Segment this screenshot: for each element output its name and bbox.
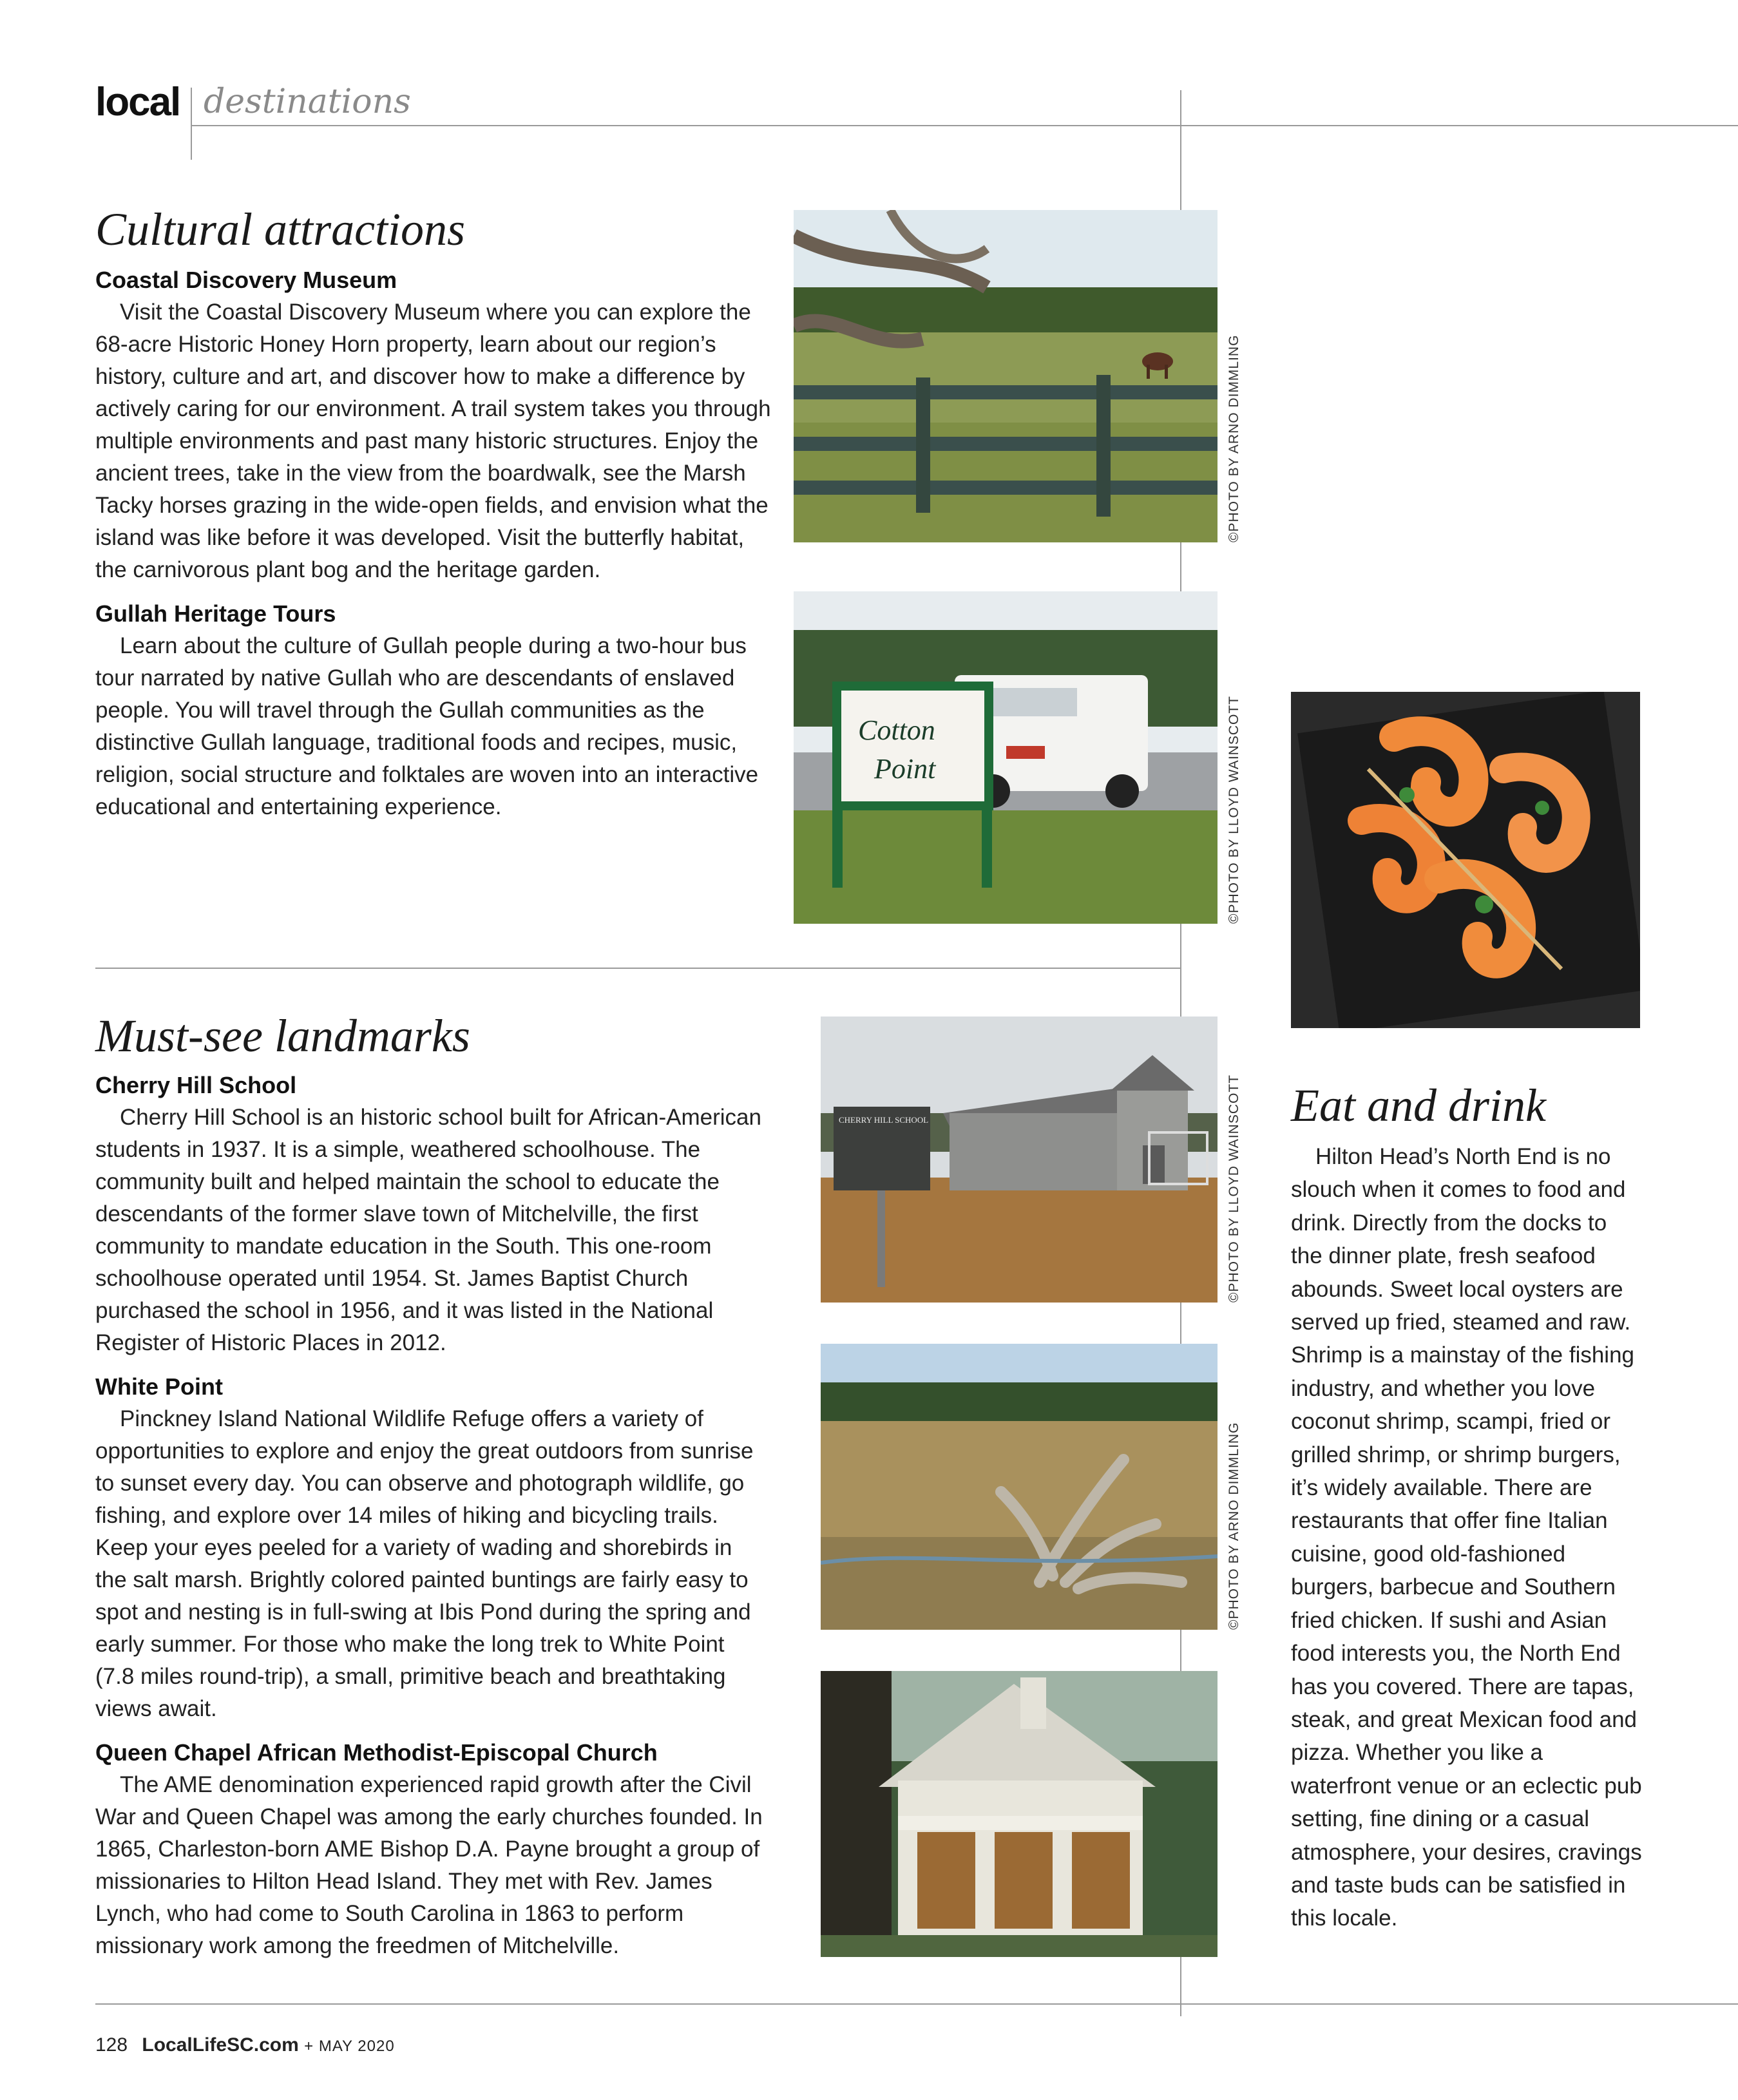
photo-credit-2: ©PHOTO BY LLOYD WAINSCOTT: [1227, 696, 1241, 924]
photo-credit-3: ©PHOTO BY LLOYD WAINSCOTT: [1227, 1074, 1241, 1303]
section-tag: destinations: [204, 82, 411, 121]
white-point-body: Pinckney Island National Wildlife Refuge offers a variety of opportunities to explore and enjoy the great outdoors from sunrise to sunset every day. You can observe and photograph wildlife, go fishing, and explore over 14 miles of hiking and bicycling trails. Keep your eyes peeled for a variety of wading and shorebirds in the salt marsh. Brightly colored painted buntings are fairly easy to spot and nesting is in full-swing at Ibis Pond during the spring and early summer. For those who make the long trek to White Point (7.8 miles round-trip), a small, primitive beach and breathtaking views await.: [95, 1406, 754, 1721]
queen-chapel-heading: Queen Chapel African Methodist-Episcopal Church: [95, 1739, 658, 1766]
horse-pasture-photo: [794, 210, 1218, 542]
eat-text: [1291, 1140, 1644, 1947]
queen-chapel-photo: [821, 1671, 1218, 1957]
shrimp-photo: [1291, 692, 1640, 1028]
cultural-title: Cultural attractions: [95, 204, 466, 255]
photo-credit-4: ©PHOTO BY ARNO DIMMLING: [1227, 1422, 1241, 1630]
issue-date: + MAY 2020: [304, 2038, 395, 2055]
cherry-hill-heading: Cherry Hill School: [95, 1072, 297, 1098]
coastal-heading: Coastal Discovery Museum: [95, 267, 397, 293]
white-point-marsh-photo: [821, 1344, 1218, 1630]
marker-text: CHERRY HILL SCHOOL: [839, 1115, 929, 1125]
footer-rule: [95, 2003, 1738, 2005]
landmarks-text: [95, 1069, 765, 1974]
eat-body: Hilton Head’s North End is no slouch when it comes to food and drink. Directly from the docks to the dinner plate, fresh seafood abounds. Sweet local oysters are served up fried, steamed and raw. Shrimp is a mainstay of the fishing industry, and whether you love coconut shrimp, scampi, fried or grilled shrimp, or shrimp burgers, it’s widely available. There are restaurants that offer fine Italian cuisine, good old-fashioned burgers, barbecue and Southern fried chicken. If sushi and Asian food interests you, the North End has you covered. There are tapas, steak, and great Mexican food and pizza. Whether you like a waterfront venue or an eclectic pub setting, fine dining or a casual atmosphere, your desires, cravings and taste buds can be satisfied in this locale.: [1291, 1144, 1642, 1931]
header-divider: [191, 88, 192, 160]
coastal-body: Visit the Coastal Discovery Museum where you can explore the 68-acre Historic Honey Horn property, learn about our region’s history, culture and art, and discover how to make a difference by actively caring for our environment. A trail system takes you through multiple environments and past many historic structures. Enjoy the ancient trees, take in the view from the boardwalk, see the Marsh Tacky horses grazing in the wide-open fields, and envision what the island was like before it was developed. Visit the butterfly habitat, the carnivorous plant bog and the heritage garden.: [95, 300, 771, 582]
eat-title: Eat and drink: [1291, 1080, 1546, 1131]
white-point-heading: White Point: [95, 1373, 223, 1400]
site-link[interactable]: LocalLifeSC.com: [142, 2034, 299, 2056]
landmarks-title: Must-see landmarks: [95, 1010, 470, 1062]
header-rule: [191, 125, 1738, 126]
gullah-heading: Gullah Heritage Tours: [95, 600, 336, 627]
sign-text-line2: Point: [874, 753, 936, 785]
brand-logo: local: [95, 80, 180, 124]
gullah-body: Learn about the culture of Gullah people during a two-hour bus tour narrated by native Gullah who are descendants of enslaved people. You will travel through the Gullah communities as the distinctive Gullah language, traditional foods and recipes, music, religion, social structure and folktales are woven into an interactive educational and entertaining experience.: [95, 633, 759, 819]
cherry-hill-body: Cherry Hill School is an historic school built for African-American students in 1937. It is a simple, weathered schoolhouse. The community built and helped maintain the school to educate the descendants of the former slave town of Mitchelville, the first community to mandate education in the South. This one-room schoolhouse operated until 1954. St. James Baptist Church purchased the school in 1956, and it was listed in the National Register of Historic Places in 2012.: [95, 1105, 761, 1355]
gullah-tour-bus-photo: [794, 591, 1218, 924]
photo-credit-1: ©PHOTO BY ARNO DIMMLING: [1227, 334, 1241, 542]
page-number: 128: [95, 2034, 128, 2056]
section-divider: [95, 968, 1180, 969]
footer: [95, 2036, 395, 2055]
queen-chapel-body: The AME denomination experienced rapid growth after the Civil War and Queen Chapel was among the early churches founded. In 1865, Charleston-born AME Bishop D.A. Payne brought a group of missionaries to Hilton Head Island. They met with Rev. James Lynch, who had come to South Carolina in 1863 to perform missionary work among the freedmen of Mitchelville.: [95, 1772, 763, 1958]
cultural-text: [95, 264, 778, 835]
cherry-hill-school-photo: [821, 1017, 1218, 1303]
sign-text-line1: Cotton: [858, 714, 935, 746]
